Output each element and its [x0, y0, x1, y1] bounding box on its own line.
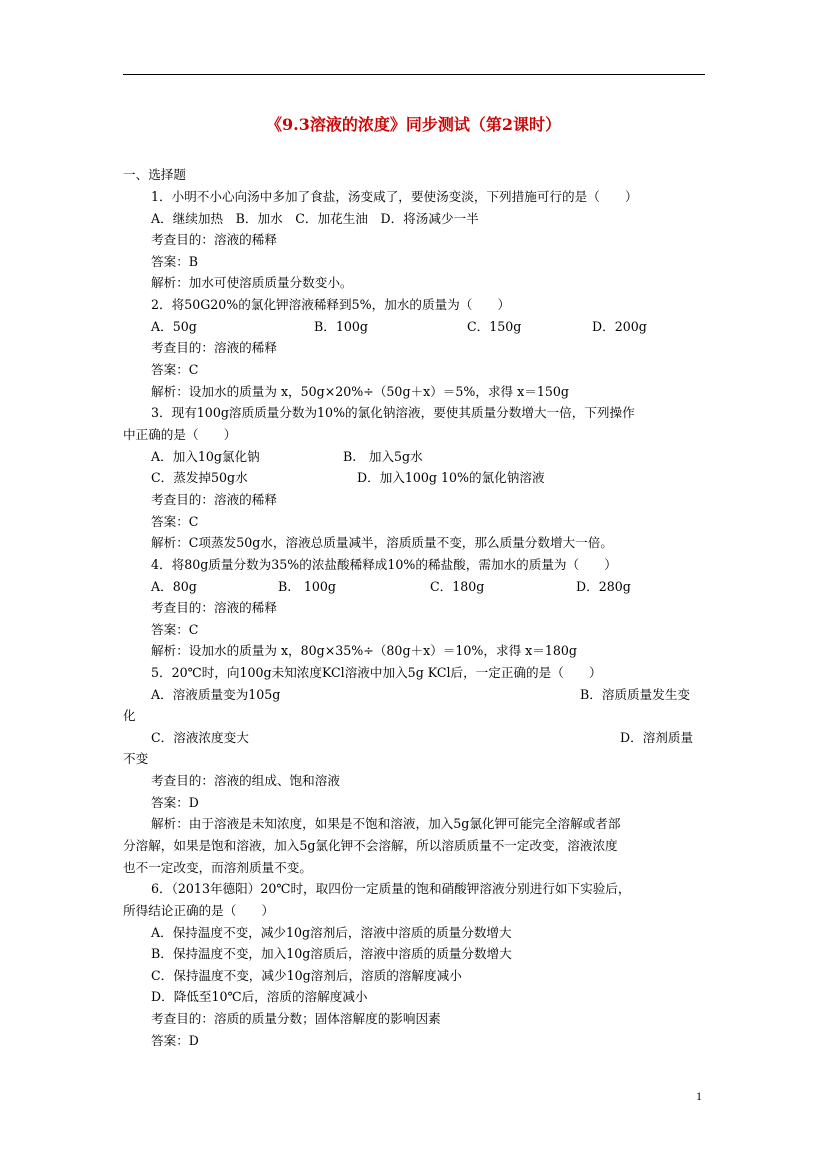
- header-rule: [123, 74, 705, 75]
- q5-option-b: B．溶质质量发生变: [580, 687, 691, 702]
- q4-option-d: D．280g: [576, 579, 631, 594]
- q6-option-c: C．保持温度不变，减少10g溶剂后，溶质的溶解度减小: [151, 968, 462, 983]
- q3-option-c: C．蒸发掉50g水: [151, 470, 248, 485]
- q4-option-b: B. 100g: [278, 579, 336, 594]
- q3-option-a: A．加入10g氯化钠: [151, 449, 260, 464]
- q2-purpose: 考查目的：溶液的稀释: [151, 340, 277, 355]
- q1-explanation: 解析：加水可使溶质质量分数变小。: [151, 275, 353, 290]
- q3-option-b: B. 加入5g水: [343, 449, 423, 464]
- q2-option-d: D．200g: [592, 319, 647, 334]
- q6-option-d: D．降低至10℃后，溶质的溶解度减小: [151, 989, 368, 1004]
- q6-option-b: B．保持温度不变，加入10g溶质后，溶液中溶质的质量分数增大: [151, 946, 512, 961]
- q5-option-d: D．溶剂质量: [620, 730, 694, 745]
- q5-option-c: C．溶液浓度变大: [151, 730, 249, 745]
- q4-purpose: 考查目的：溶液的稀释: [151, 600, 277, 615]
- q5-option-a: A．溶液质量变为105g: [151, 687, 281, 702]
- q3-option-d: D．加入100g 10%的氯化钠溶液: [357, 470, 545, 485]
- question-6: 6．（2013年德阳）20℃时，取四份一定质量的饱和硝酸钾溶液分别进行如下实验后，: [151, 881, 631, 896]
- q3-explanation: 解析：C项蒸发50g水，溶液总质量减半，溶质质量不变，那么质量分数增大一倍。: [151, 535, 613, 550]
- q6-purpose: 考查目的：溶质的质量分数；固体溶解度的影响因素: [151, 1011, 441, 1026]
- q4-option-a: A．80g: [151, 579, 197, 594]
- q6-answer: 答案：D: [151, 1033, 199, 1048]
- q6-option-a: A．保持温度不变，减少10g溶剂后，溶液中溶质的质量分数增大: [151, 925, 512, 940]
- q2-answer: 答案：C: [151, 362, 199, 377]
- q2-option-c: C．150g: [467, 319, 522, 334]
- question-1: 1．小明不小心向汤中多加了食盐，汤变咸了，要使汤变淡，下列措施可行的是（ ）: [151, 189, 638, 204]
- q2-option-b: B．100g: [314, 319, 368, 334]
- q4-option-c: C．180g: [430, 579, 485, 594]
- q3-purpose: 考查目的：溶液的稀释: [151, 492, 277, 507]
- question-4: 4．将80g质量分数为35%的浓盐酸稀释成10%的稀盐酸，需加水的质量为（ ）: [151, 557, 617, 572]
- q5-answer: 答案：D: [151, 795, 199, 810]
- page-number: 1: [696, 1089, 702, 1103]
- q2-explanation: 解析：设加水的质量为 x，50g×20%÷（50g＋x）＝5%，求得 x＝150g: [151, 384, 569, 399]
- q5-explanation-cont-1: 分溶解，如果是饱和溶液，加入5g氯化钾不会溶解，所以溶质质量不一定改变，溶液浓度: [123, 838, 618, 853]
- question-5: 5．20℃时，向100g未知浓度KCl溶液中加入5g KCl后，一定正确的是（ ）: [151, 665, 602, 680]
- section-heading: 一、选择题: [123, 167, 186, 182]
- q3-answer: 答案：C: [151, 514, 199, 529]
- q5-explanation-cont-2: 也不一定改变，而溶剂质量不变。: [123, 860, 312, 875]
- q2-option-a: A．50g: [151, 319, 197, 334]
- q4-explanation: 解析：设加水的质量为 x，80g×35%÷（80g＋x）＝10%，求得 x＝180g: [151, 643, 577, 658]
- question-3-cont: 中正确的是（ ）: [123, 427, 237, 442]
- page-title: 《9.3溶液的浓度》同步测试（第2课时）: [266, 115, 561, 134]
- q5-explanation: 解析：由于溶液是未知浓度，如果是不饱和溶液，加入5g氯化钾可能完全溶解或者部: [151, 816, 621, 831]
- q1-purpose: 考查目的：溶液的稀释: [151, 232, 277, 247]
- question-2: 2．将50G20%的氯化钾溶液稀释到5%，加水的质量为（ ）: [151, 297, 511, 312]
- q5-option-b-cont: 化: [123, 708, 136, 723]
- q1-options: A．继续加热 B．加水 C．加花生油 D．将汤减少一半: [151, 211, 479, 226]
- q4-answer: 答案：C: [151, 622, 199, 637]
- q5-purpose: 考查目的：溶液的组成、饱和溶液: [151, 773, 340, 788]
- question-3: 3．现有100g溶质质量分数为10%的氯化钠溶液，要使其质量分数增大一倍，下列操作: [151, 405, 635, 420]
- q5-option-d-cont: 不变: [123, 751, 149, 766]
- question-6-cont: 所得结论正确的是（ ）: [123, 903, 275, 918]
- q1-answer: 答案：B: [151, 254, 199, 269]
